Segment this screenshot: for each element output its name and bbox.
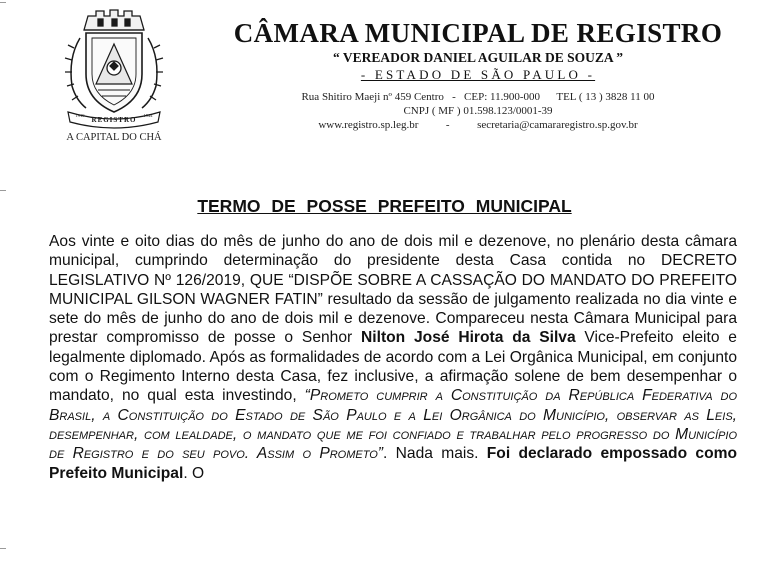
page-edge-mark xyxy=(0,190,6,191)
state-line: - ESTADO DE SÃO PAULO - xyxy=(360,67,596,82)
address-line: Rua Shitiro Maeji nº 459 Centro - CEP: 11.900-000 TEL ( 13 ) 3828 11 00 xyxy=(301,91,655,103)
document-title: TERMO DE POSSE PREFEITO MUNICIPAL xyxy=(197,196,572,216)
body-paragraph-part: . Nada mais. xyxy=(383,445,487,463)
page-edge-mark xyxy=(0,548,6,549)
body-paragraph-part: Vice-Prefeito eleito e legalmente diplomado. Após as formalidades de acordo com a Lei Orgânica Municipal, em conjunto com o Regimento Interno desta Casa, fez inclusive, a afirmação solene de bem desempenhar o mandato, no qual esta investindo, xyxy=(49,329,737,405)
oath-text: “Prometo cumprir a Constituição da República Federativa do Brasil, a Constituição do Estado de São Paulo e a Lei Orgânica do Município, observar as Leis, desempenhar, com lealdade, o mandato que me foi confiado e trabalhar pelo progresso do Município de Registro e do seu povo. Assim o Prometo” xyxy=(49,387,738,463)
declaration-text: Foi declarado empossado como Prefeito Municipal xyxy=(49,445,737,482)
contact-line: www.registro.sp.leg.br - secretaria@camararegistro.sp.gov.br xyxy=(318,119,638,131)
body-paragraph-part: . O xyxy=(183,464,205,482)
cnpj-line: CNPJ ( MF ) 01.598.123/0001-39 xyxy=(403,105,553,117)
document-body xyxy=(49,232,737,483)
chamber-subtitle: “ VEREADOR DANIEL AGUILAR DE SOUZA ” xyxy=(332,50,624,65)
body-paragraph-part: Aos vinte e oito dias do mês de junho do ano de dois mil e dezenove, no plenário desta câmara municipal, cumprindo determinação do presidente desta Casa contida no DECRETO LEGISLATIVO Nº 126/2019, QUE “DISPÕE SOBRE A CASSAÇÃO DO MANDATO DO PREFEITO MUNICIPAL GILSON WAGNER FATIN” resultado da sessão de julgamento realizada no dia vinte e sete do mês de junho do ano de dois mil e dezenove. Compareceu nesta Câmara Municipal para prestar compromisso de posse o Senhor xyxy=(49,233,737,347)
crest-year-left: 1919 xyxy=(75,113,85,118)
crest-year-right: 1944 xyxy=(143,113,153,118)
chamber-name: CÂMARA MUNICIPAL DE REGISTRO xyxy=(233,18,723,48)
sworn-name: Nilton José Hirota da Silva xyxy=(361,329,576,347)
page-edge-mark xyxy=(0,2,6,3)
municipal-coat-of-arms xyxy=(62,8,166,132)
crest-caption: A CAPITAL DO CHÁ xyxy=(66,132,162,143)
crest-ribbon-text: REGISTRO xyxy=(91,116,137,124)
